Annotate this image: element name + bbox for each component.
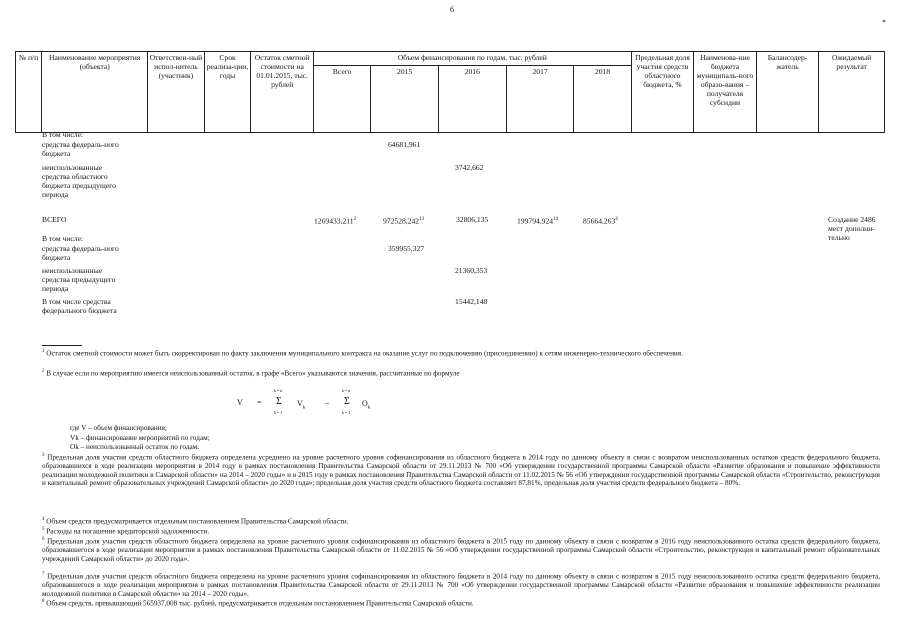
- fed-label-1: средства федераль-ного бюджета: [42, 140, 119, 158]
- incl-label-1: В том числе:: [42, 130, 84, 139]
- unused-label-2: неиспользованные средства предыдущего периода: [42, 266, 116, 293]
- total-2018: 85664,263$^4$: [583, 216, 618, 226]
- fed-2015-2: 359955,327: [388, 244, 425, 253]
- where-2: Vk – финансирование мероприятий по годам;: [70, 434, 210, 442]
- col-rest: Остаток сметной стоимости на 01.01.2015, тыс. рублей: [251, 52, 314, 133]
- footnote-7: $^7$ Предельная доля участия средств областного бюджета определена на уровне расчетного уровня софинансирования из областного бюджета в 2014 году по данному объекту в связи с возвратом в 2015 году неиспользованного остатка средств федерального бюджета, образовавшегося в ходе реализации мероприятия в рамках постановления Правительства Самарской области от 29.11.2013 № 700 «Об утверждении государственной программы Самарской области «Развитие образования и повышение эффективности реализации молодежной политики в Самарской области» на 2014 – 2020 годы».: [42, 572, 881, 598]
- footnote-1: $^1$ Остаток сметной стоимости может быть скорректирован по факту заключения муниципального контракта на оказание услуг по подключению (присоединению) к сетям инженерно-технического обеспечения.: [42, 349, 683, 358]
- col-name: Наименование мероприятия (объекта): [42, 52, 148, 133]
- col-2017: 2017: [506, 66, 574, 133]
- col-total: Всего: [313, 66, 370, 133]
- unused-2016-1: 3742,662: [455, 163, 484, 172]
- footnote-5: $^5$ Расходы на погашение кредиторской задолженности.: [42, 527, 210, 536]
- footnote-3: $^3$ Предельная доля участия средств областного бюджета определена усреднено на уровне расчетного уровня софинансирования из областного бюджета в 2014 году по данному объекту в связи с возвратом неиспользованных остатков средств федерального бюджета, образовавшихся в ходе реализации мероприятия в 2014 году в рамках постановления Правительства Самарской области от 29.11.2013 № 700 «Об утверждении государственной программы Самарской области «Развитие образования и повышение эффективности реализации молодежной политики в Самарской области» на 2014 – 2020 годы» и в 2015 году в рамках постановления Правительства Самарской области от 11.02.2015 № 56 «Об утверждении государственной программы Самарской области «Строительство, реконструкция и капитальный ремонт образовательных учреждений Самарской области» до 2020 года»; предельная доля участия средств областного бюджета составляет 87,81%, предельная доля участия средств федерального бюджета – 80%.: [42, 453, 880, 488]
- corner-mark: *: [882, 18, 886, 27]
- where-1: где V – объем финансирования;: [70, 424, 167, 432]
- col-2018: 2018: [574, 66, 631, 133]
- footnote-4: $^4$ Объем средств предусматривается отдельным постановлением Правительства Самарской области.: [42, 517, 349, 526]
- col-fin: Объем финансирования по годам, тыс. рублей: [313, 52, 631, 66]
- page-number: 6: [450, 5, 454, 14]
- incl-fed-2016: 15442,148: [455, 297, 488, 306]
- unused-2016-2: 21360,353: [455, 266, 488, 275]
- total-label: ВСЕГО: [42, 215, 67, 224]
- header-table: [15, 51, 885, 133]
- col-share: Предельная доля участия средств областного бюджета, %: [631, 52, 694, 133]
- incl-fed-label: В том числе средства федерального бюджета: [42, 297, 117, 315]
- fed-label-2: средства федераль-ного бюджета: [42, 244, 119, 262]
- col-2016: 2016: [438, 66, 506, 133]
- footnote-rule: [42, 345, 82, 346]
- total-2017: 199794,924$^{14}$: [517, 216, 559, 226]
- col-budget: Наименова-ние бюджета муниципаль-ного образо-вания – получателя субсидии: [694, 52, 757, 133]
- col-num: № п/п: [16, 52, 42, 133]
- total-all: 1269433,211$^2$: [314, 216, 357, 226]
- incl-label-2: В том числе:: [42, 234, 84, 243]
- footnote-8: $^8$ Объем средств, превышающий 565937,008 тыс. рублей, предусматривается отдельным постановлением Правительства Самарской области.: [42, 599, 474, 608]
- col-term: Срок реализа-ции, годы: [204, 52, 251, 133]
- expected-result: Создание 2486 мест дополни-тельно: [828, 215, 876, 242]
- fed-2015-1: 64681,961: [388, 140, 421, 149]
- where-3: Ok – неиспользованный остаток по годам.: [70, 443, 200, 451]
- total-2016: 32806,135: [456, 215, 489, 224]
- col-resp: Ответствен-ный испол-нитель (участник): [148, 52, 204, 133]
- footnote-2: $^2$ В случае если по мероприятию имеется неиспользованный остаток, в графе «Всего» указываются значения, рассчитанные по формуле: [42, 369, 460, 378]
- col-result: Ожидаемый результат: [819, 52, 885, 133]
- col-2015: 2015: [371, 66, 439, 133]
- footnote-6: $^6$ Предельная доля участия средств областного бюджета определена на уровне расчетного уровня софинансирования из областного бюджета в 2015 году по данному объекту в связи с возвратом в 2016 году неиспользованного остатка средств федерального бюджета, образовавшегося в ходе реализации мероприятия в рамках постановления Правительства Самарской области от 11.02.2015 № 56 «Об утверждении государственной программы Самарской области «Строительство, реконструкция и капитальный ремонт образовательных учреждений Самарской области» до 2020 года».: [42, 537, 881, 563]
- col-holder: Балансодер-жатель: [756, 52, 819, 133]
- total-2015: 972528,242$^{13}$: [383, 216, 425, 226]
- unused-label-1: неиспользованные средства областного бюджета предыдущего периода: [42, 163, 116, 199]
